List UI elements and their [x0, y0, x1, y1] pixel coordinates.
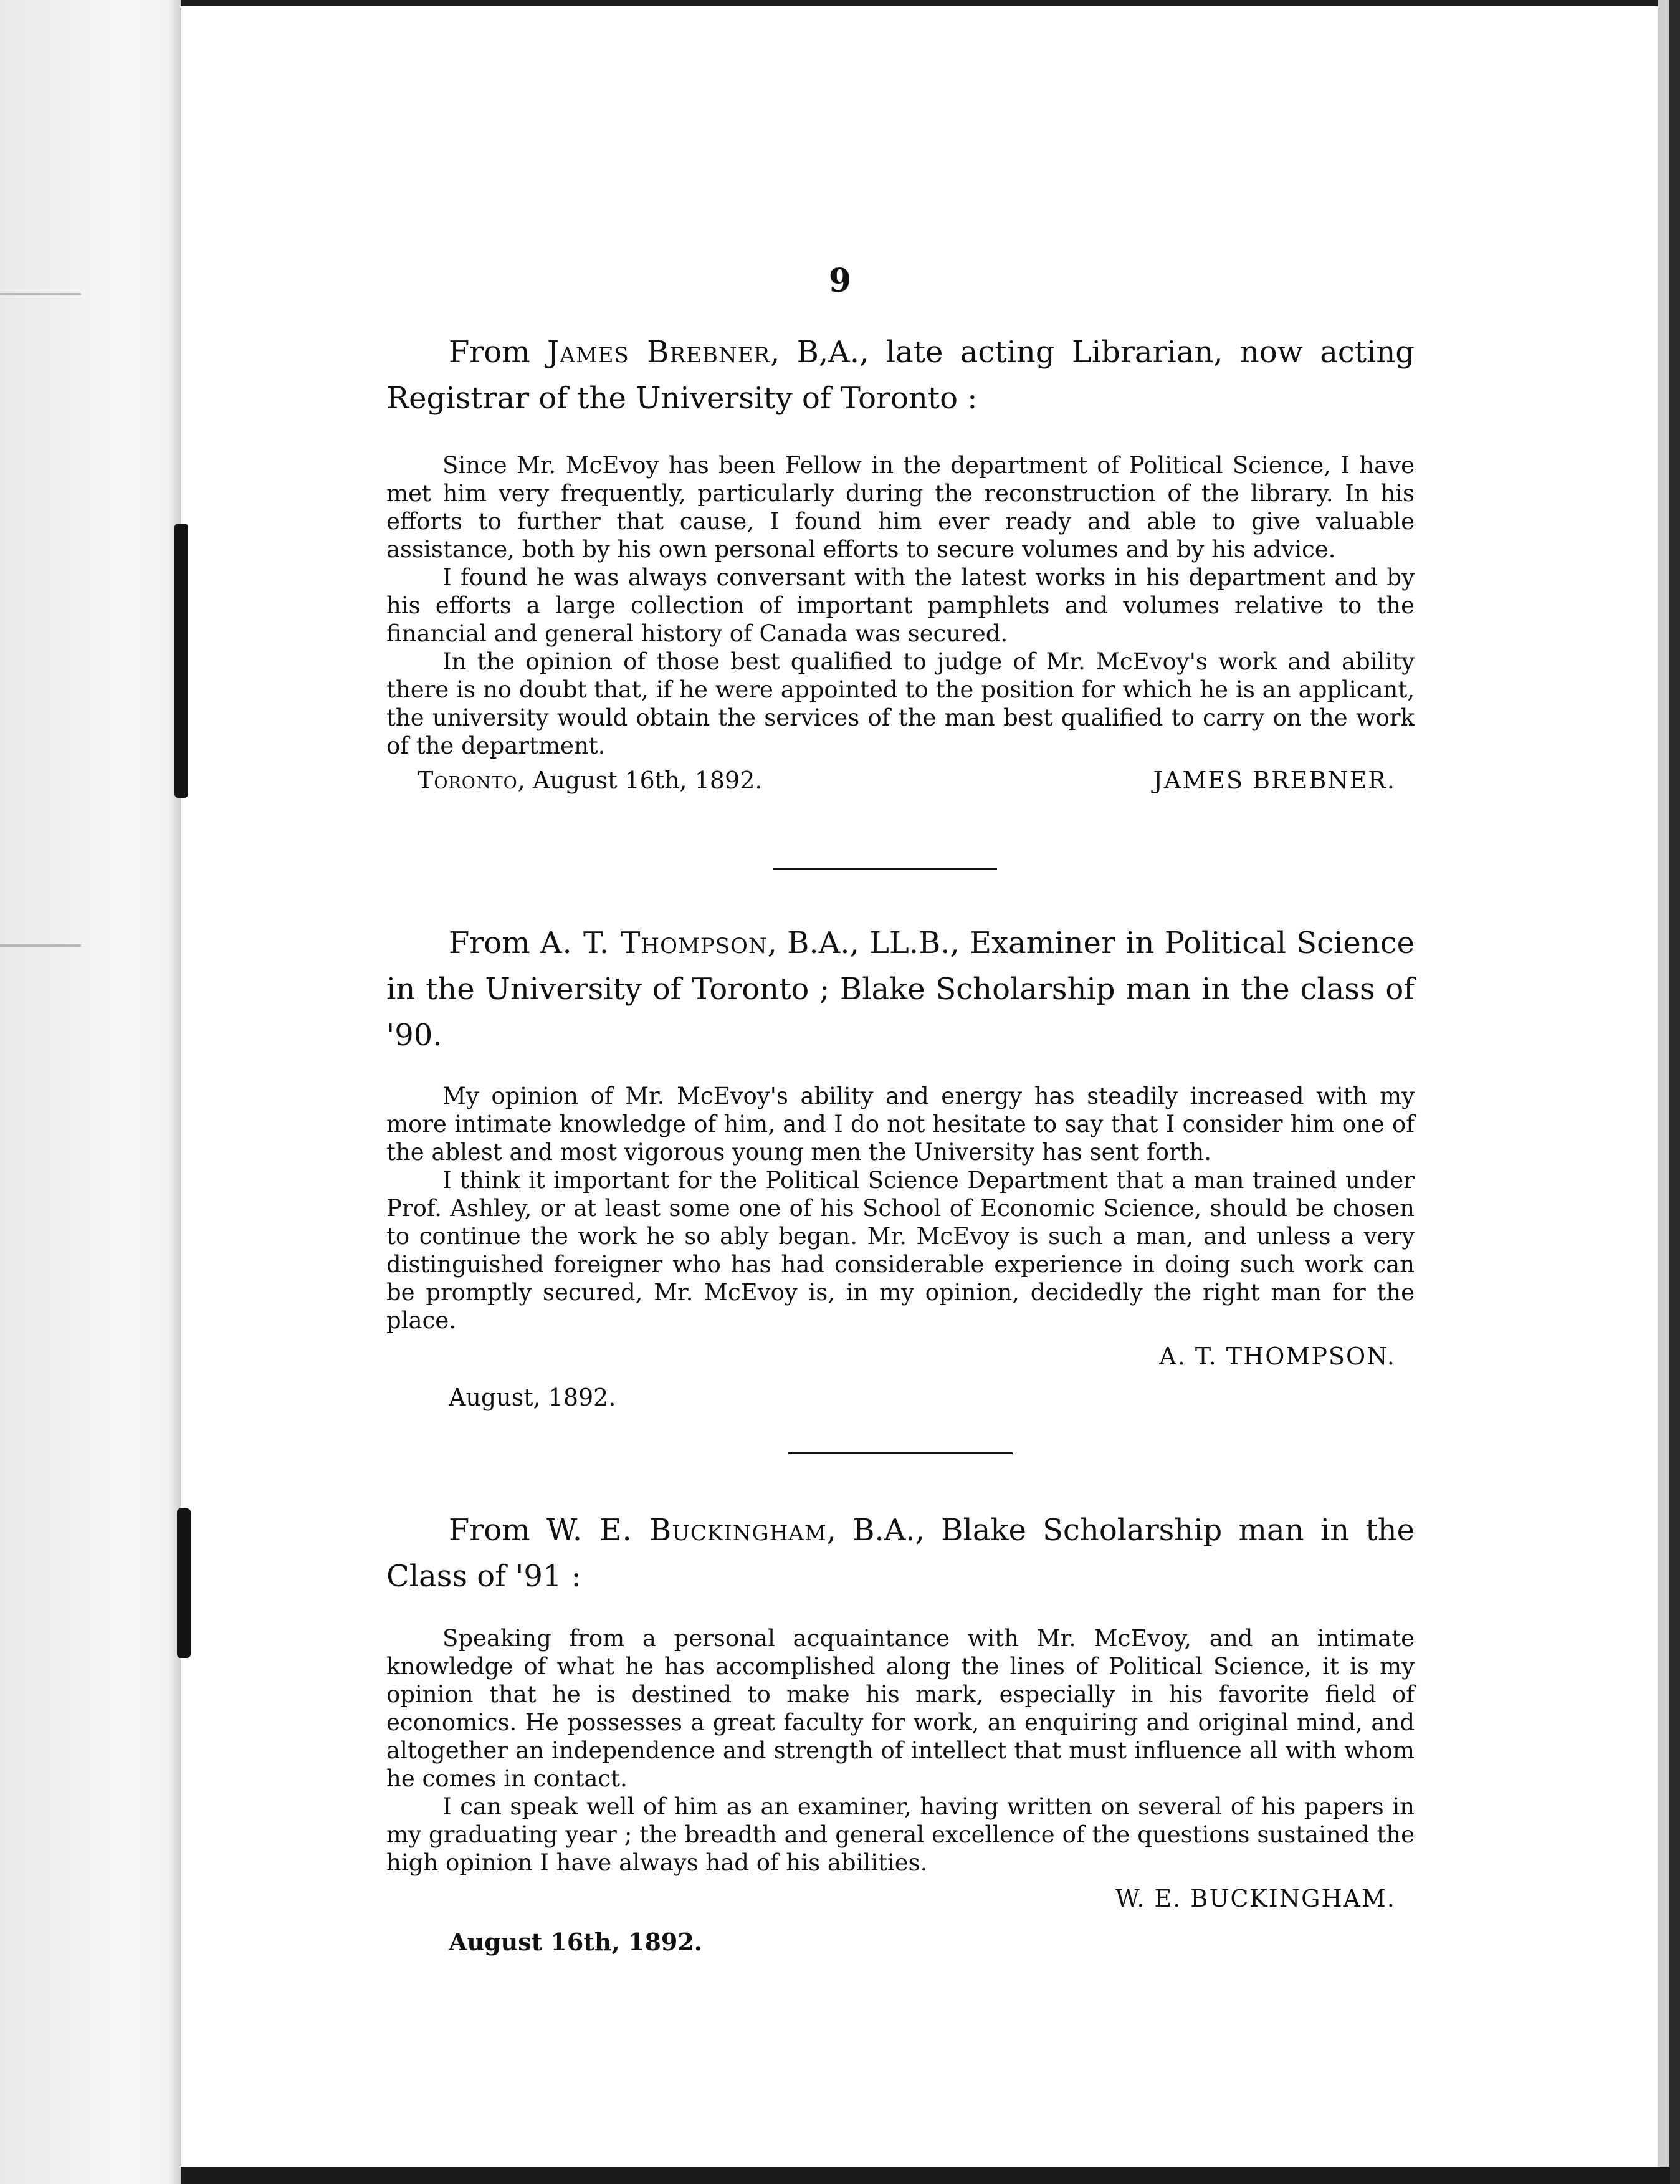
letter-brebner — [386, 329, 1415, 796]
scan-mark — [0, 944, 81, 947]
section-divider — [773, 868, 997, 870]
place: Toronto — [418, 767, 518, 794]
date: August, 1892. — [449, 1384, 616, 1411]
section-divider — [788, 1452, 1013, 1454]
letter-heading: From W. E. Buckingham, B.A., Blake Scholarship man in the Class of '91 : — [386, 1513, 1415, 1594]
signature-line — [386, 1883, 1415, 1914]
scan-border-right — [1669, 0, 1680, 2184]
letter-paragraph: Speaking from a personal acquaintance with Mr. McEvoy, and an intimate knowledge of what he has accomplished along the lines of Political Science, it is my opinion that he is destined to make his mark, especially in his favorite field of economics. He possesses a great faculty for work, an enquiring and original mind, and altogether an independence and strength of intellect that must influence all with whom he comes in contact. — [386, 1625, 1415, 1792]
date: , August 16th, 1892. — [517, 767, 763, 794]
letter-heading: From James Brebner, B,A., late acting Librarian, now acting Registrar of the University of Toronto : — [386, 335, 1415, 416]
signature: A. T. THOMPSON. — [1159, 1343, 1396, 1370]
letter-paragraph: In the opinion of those best qualified to judge of Mr. McEvoy's work and ability there is no doubt that, if he were appointed to the position for which he is an applicant, the university would obtain the services of the man best qualified to carry on the work of the department. — [386, 648, 1415, 759]
date: August 16th, 1892. — [449, 1928, 702, 1956]
letter-paragraph: I can speak well of him as an examiner, having written on several of his papers in my graduating year ; the breadth and general excellence of the questions sustained the high opinion I have always had of his abilities. — [386, 1793, 1415, 1876]
letter-paragraph: I think it important for the Political Science Department that a man trained under Prof. Ashley, or at least some one of his School of Economic Science, should be chosen to continue the work he so ably began. Mr. McEvoy is such a man, and unless a very distinguished foreigner who has had considerable experience in doing such work can be promptly secured, Mr. McEvoy is, in my opinion, decidedly the right man for the place. — [386, 1167, 1415, 1334]
letter-buckingham — [386, 1507, 1415, 1958]
author-name: W. E. Buckingham — [546, 1513, 827, 1548]
scan-border-bottom — [181, 2167, 1670, 2184]
letter-paragraph: Since Mr. McEvoy has been Fellow in the department of Political Science, I have met him very frequently, particularly during the reconstruction of the library. In his efforts to further that cause, I found him ever ready and able to give valuable assistance, both by his own personal efforts to secure volumes and by his advice. — [386, 452, 1415, 563]
page-number: 9 — [828, 262, 852, 300]
signature: W. E. BUCKINGHAM. — [1115, 1885, 1396, 1912]
letter-paragraph: I found he was always conversant with the latest works in his department and by his efforts a large collection of important pamphlets and volumes relative to the financial and general history of Canada was secured. — [386, 564, 1415, 647]
signature: JAMES BREBNER. — [1153, 767, 1396, 794]
letter-paragraph: My opinion of Mr. McEvoy's ability and energy has steadily increased with my more intimate knowledge of him, and I do not hesitate to say that I consider him one of the ablest and most vigorous young men the University has sent forth. — [386, 1083, 1415, 1166]
letter-heading: From A. T. Thompson, B.A., LL.B., Examiner in Political Science in the University of Toronto ; Blake Scholarship man in the class of '90. — [386, 926, 1415, 1053]
author-name: A. T. Thompson — [540, 926, 768, 960]
letter-thompson — [386, 920, 1415, 1413]
binding-clip — [177, 1508, 191, 1658]
signature-line — [386, 765, 1415, 796]
author-name: James Brebner — [547, 335, 771, 370]
signature-line — [386, 1341, 1415, 1372]
binding-clip — [174, 524, 188, 798]
scan-border-top — [181, 0, 1670, 6]
page-gutter — [0, 0, 181, 2184]
scan-shadow-right — [1658, 0, 1669, 2184]
